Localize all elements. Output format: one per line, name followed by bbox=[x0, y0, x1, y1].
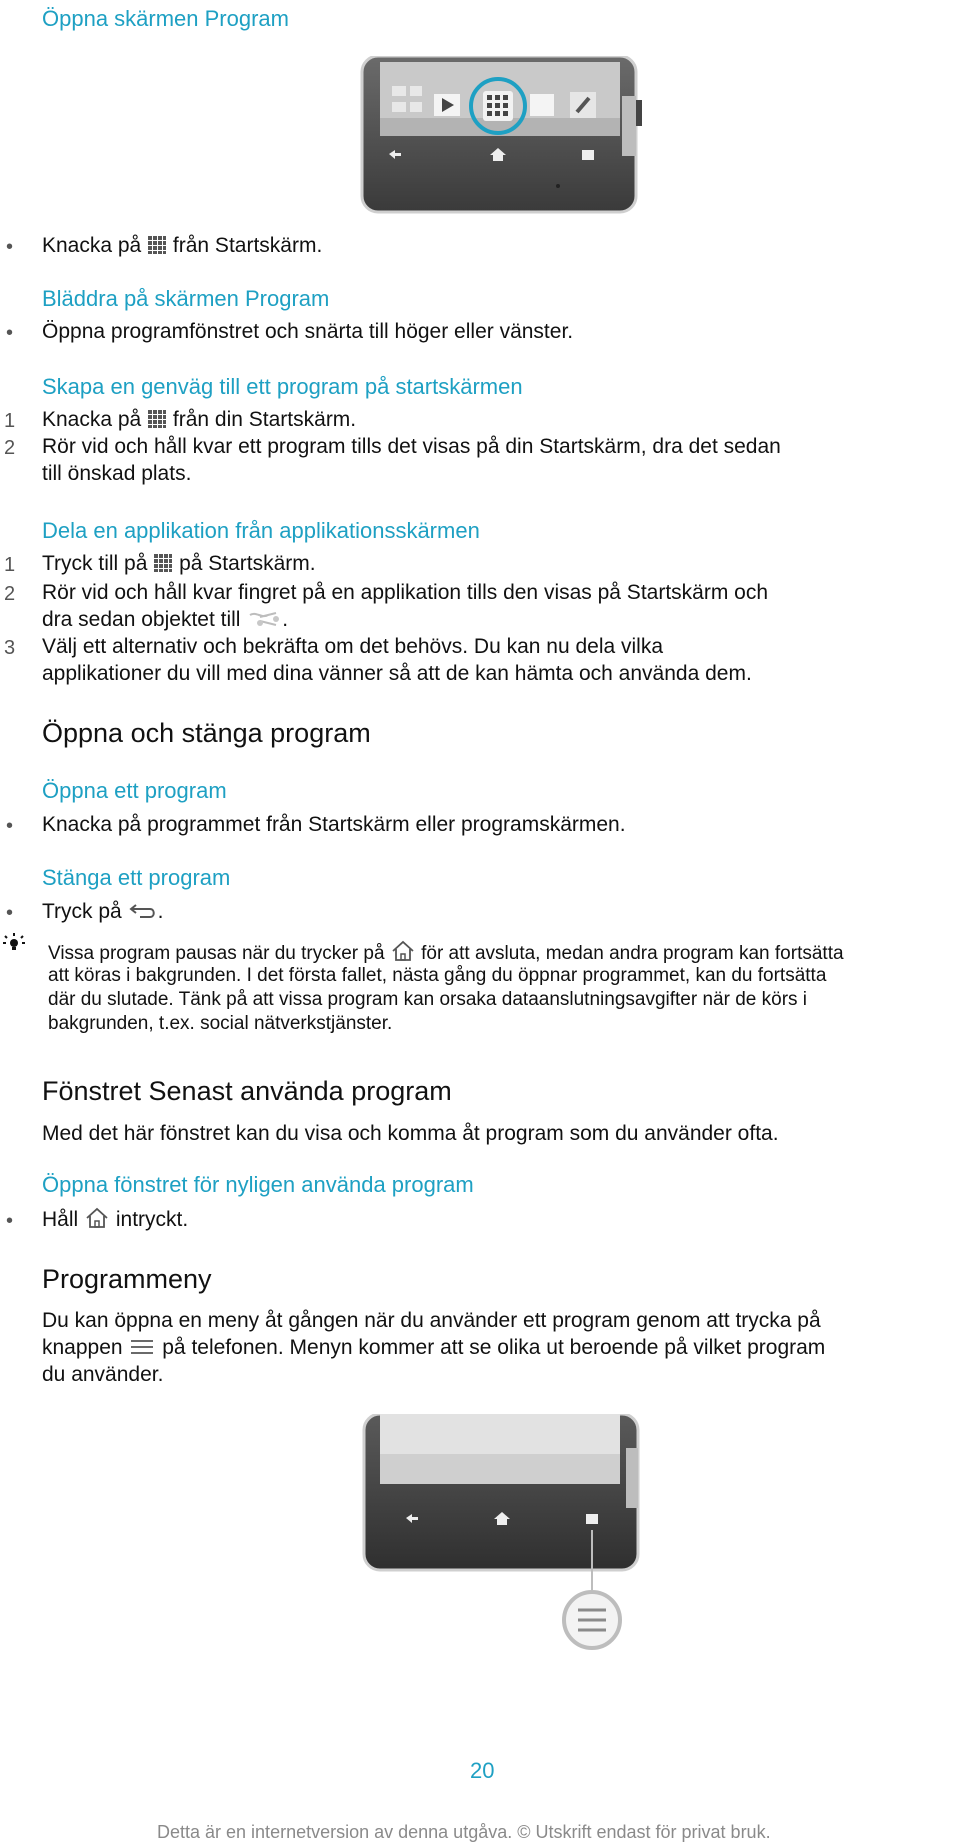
menu-text-line-3: du använder. bbox=[42, 1363, 164, 1386]
step-browse-apps: Öppna programfönstret och snärta till höger eller vänster. bbox=[42, 320, 574, 343]
footer-notice: Detta är en internetversion av denna utgåva. © Utskrift endast för privat bruk. bbox=[157, 1822, 771, 1842]
step-share-2a: Rör vid och håll kvar fingret på en applikation tills den visas på Startskärm och bbox=[42, 581, 769, 604]
step-number: 1 bbox=[4, 410, 16, 432]
home-icon bbox=[84, 1207, 110, 1229]
share-icon bbox=[246, 609, 282, 629]
bullet: • bbox=[6, 902, 14, 924]
tip-line-4: bakgrunden, t.ex. social nätverkstjänster. bbox=[48, 1013, 393, 1034]
heading-browse-apps: Bläddra på skärmen Program bbox=[42, 286, 330, 311]
heading-app-menu: Programmeny bbox=[42, 1264, 212, 1294]
step-close-app: Tryck på . bbox=[42, 900, 164, 923]
step-shortcut-2a: Rör vid och håll kvar ett program tills det visas på din Startskärm, dra det sedan bbox=[42, 435, 781, 458]
step-share-1: Tryck till på på Startskärm. bbox=[42, 552, 316, 575]
step-open-recent: Håll intryckt. bbox=[42, 1208, 189, 1231]
step-number: 3 bbox=[4, 637, 16, 659]
heading-open-recent: Öppna fönstret för nyligen använda program bbox=[42, 1172, 474, 1197]
heading-recent-apps: Fönstret Senast använda program bbox=[42, 1076, 452, 1106]
tip-bulb-icon bbox=[2, 932, 26, 956]
page-number: 20 bbox=[470, 1758, 495, 1783]
tip-line-1: Vissa program pausas när du trycker på för att avsluta, medan andra program kan fortsätta bbox=[48, 940, 844, 966]
step-number: 2 bbox=[4, 583, 16, 605]
heading-share-app: Dela en applikation från applikationsskärmen bbox=[42, 518, 480, 543]
recent-apps-text: Med det här fönstret kan du visa och komma åt program som du använder ofta. bbox=[42, 1122, 779, 1145]
apps-grid-icon bbox=[147, 409, 167, 429]
bullet: • bbox=[6, 815, 14, 837]
heading-open-apps: Öppna skärmen Program bbox=[42, 6, 289, 31]
bullet: • bbox=[6, 236, 14, 258]
back-icon bbox=[128, 901, 158, 921]
apps-grid-icon bbox=[147, 235, 167, 255]
step-open-apps: Knacka på från Startskärm. bbox=[42, 234, 323, 257]
step-shortcut-2b: till önskad plats. bbox=[42, 462, 192, 485]
heading-open-close-apps: Öppna och stänga program bbox=[42, 718, 371, 748]
heading-open-app: Öppna ett program bbox=[42, 778, 227, 803]
step-share-2b: dra sedan objektet till . bbox=[42, 608, 289, 631]
step-share-3b: applikationer du vill med dina vänner så att de kan hämta och använda dem. bbox=[42, 662, 752, 685]
phone-apps-illustration bbox=[358, 56, 714, 214]
menu-text-line-2: knappen på telefonen. Menyn kommer att se olika ut beroende på vilket program bbox=[42, 1336, 826, 1359]
menu-icon bbox=[128, 1337, 156, 1357]
step-open-app: Knacka på programmet från Startskärm eller programskärmen. bbox=[42, 813, 626, 836]
apps-grid-icon bbox=[153, 553, 173, 573]
step-shortcut-1: Knacka på från din Startskärm. bbox=[42, 408, 357, 431]
home-icon bbox=[390, 940, 416, 962]
bullet: • bbox=[6, 1210, 14, 1232]
phone-menu-illustration bbox=[358, 1414, 664, 1654]
step-number: 2 bbox=[4, 437, 16, 459]
tip-line-2: att köras i bakgrunden. I det första fallet, nästa gång du öppnar programmet, kan du fortsätta bbox=[48, 965, 827, 986]
heading-close-app: Stänga ett program bbox=[42, 865, 231, 890]
bullet: • bbox=[6, 322, 14, 344]
heading-create-shortcut: Skapa en genväg till ett program på startskärmen bbox=[42, 374, 523, 399]
step-number: 1 bbox=[4, 554, 16, 576]
tip-line-3: där du slutade. Tänk på att vissa program kan orsaka dataanslutningsavgifter när de körs i bbox=[48, 989, 808, 1010]
menu-text-line-1: Du kan öppna en meny åt gången när du använder ett program genom att trycka på bbox=[42, 1309, 821, 1332]
step-share-3a: Välj ett alternativ och bekräfta om det behövs. Du kan nu dela vilka bbox=[42, 635, 664, 658]
